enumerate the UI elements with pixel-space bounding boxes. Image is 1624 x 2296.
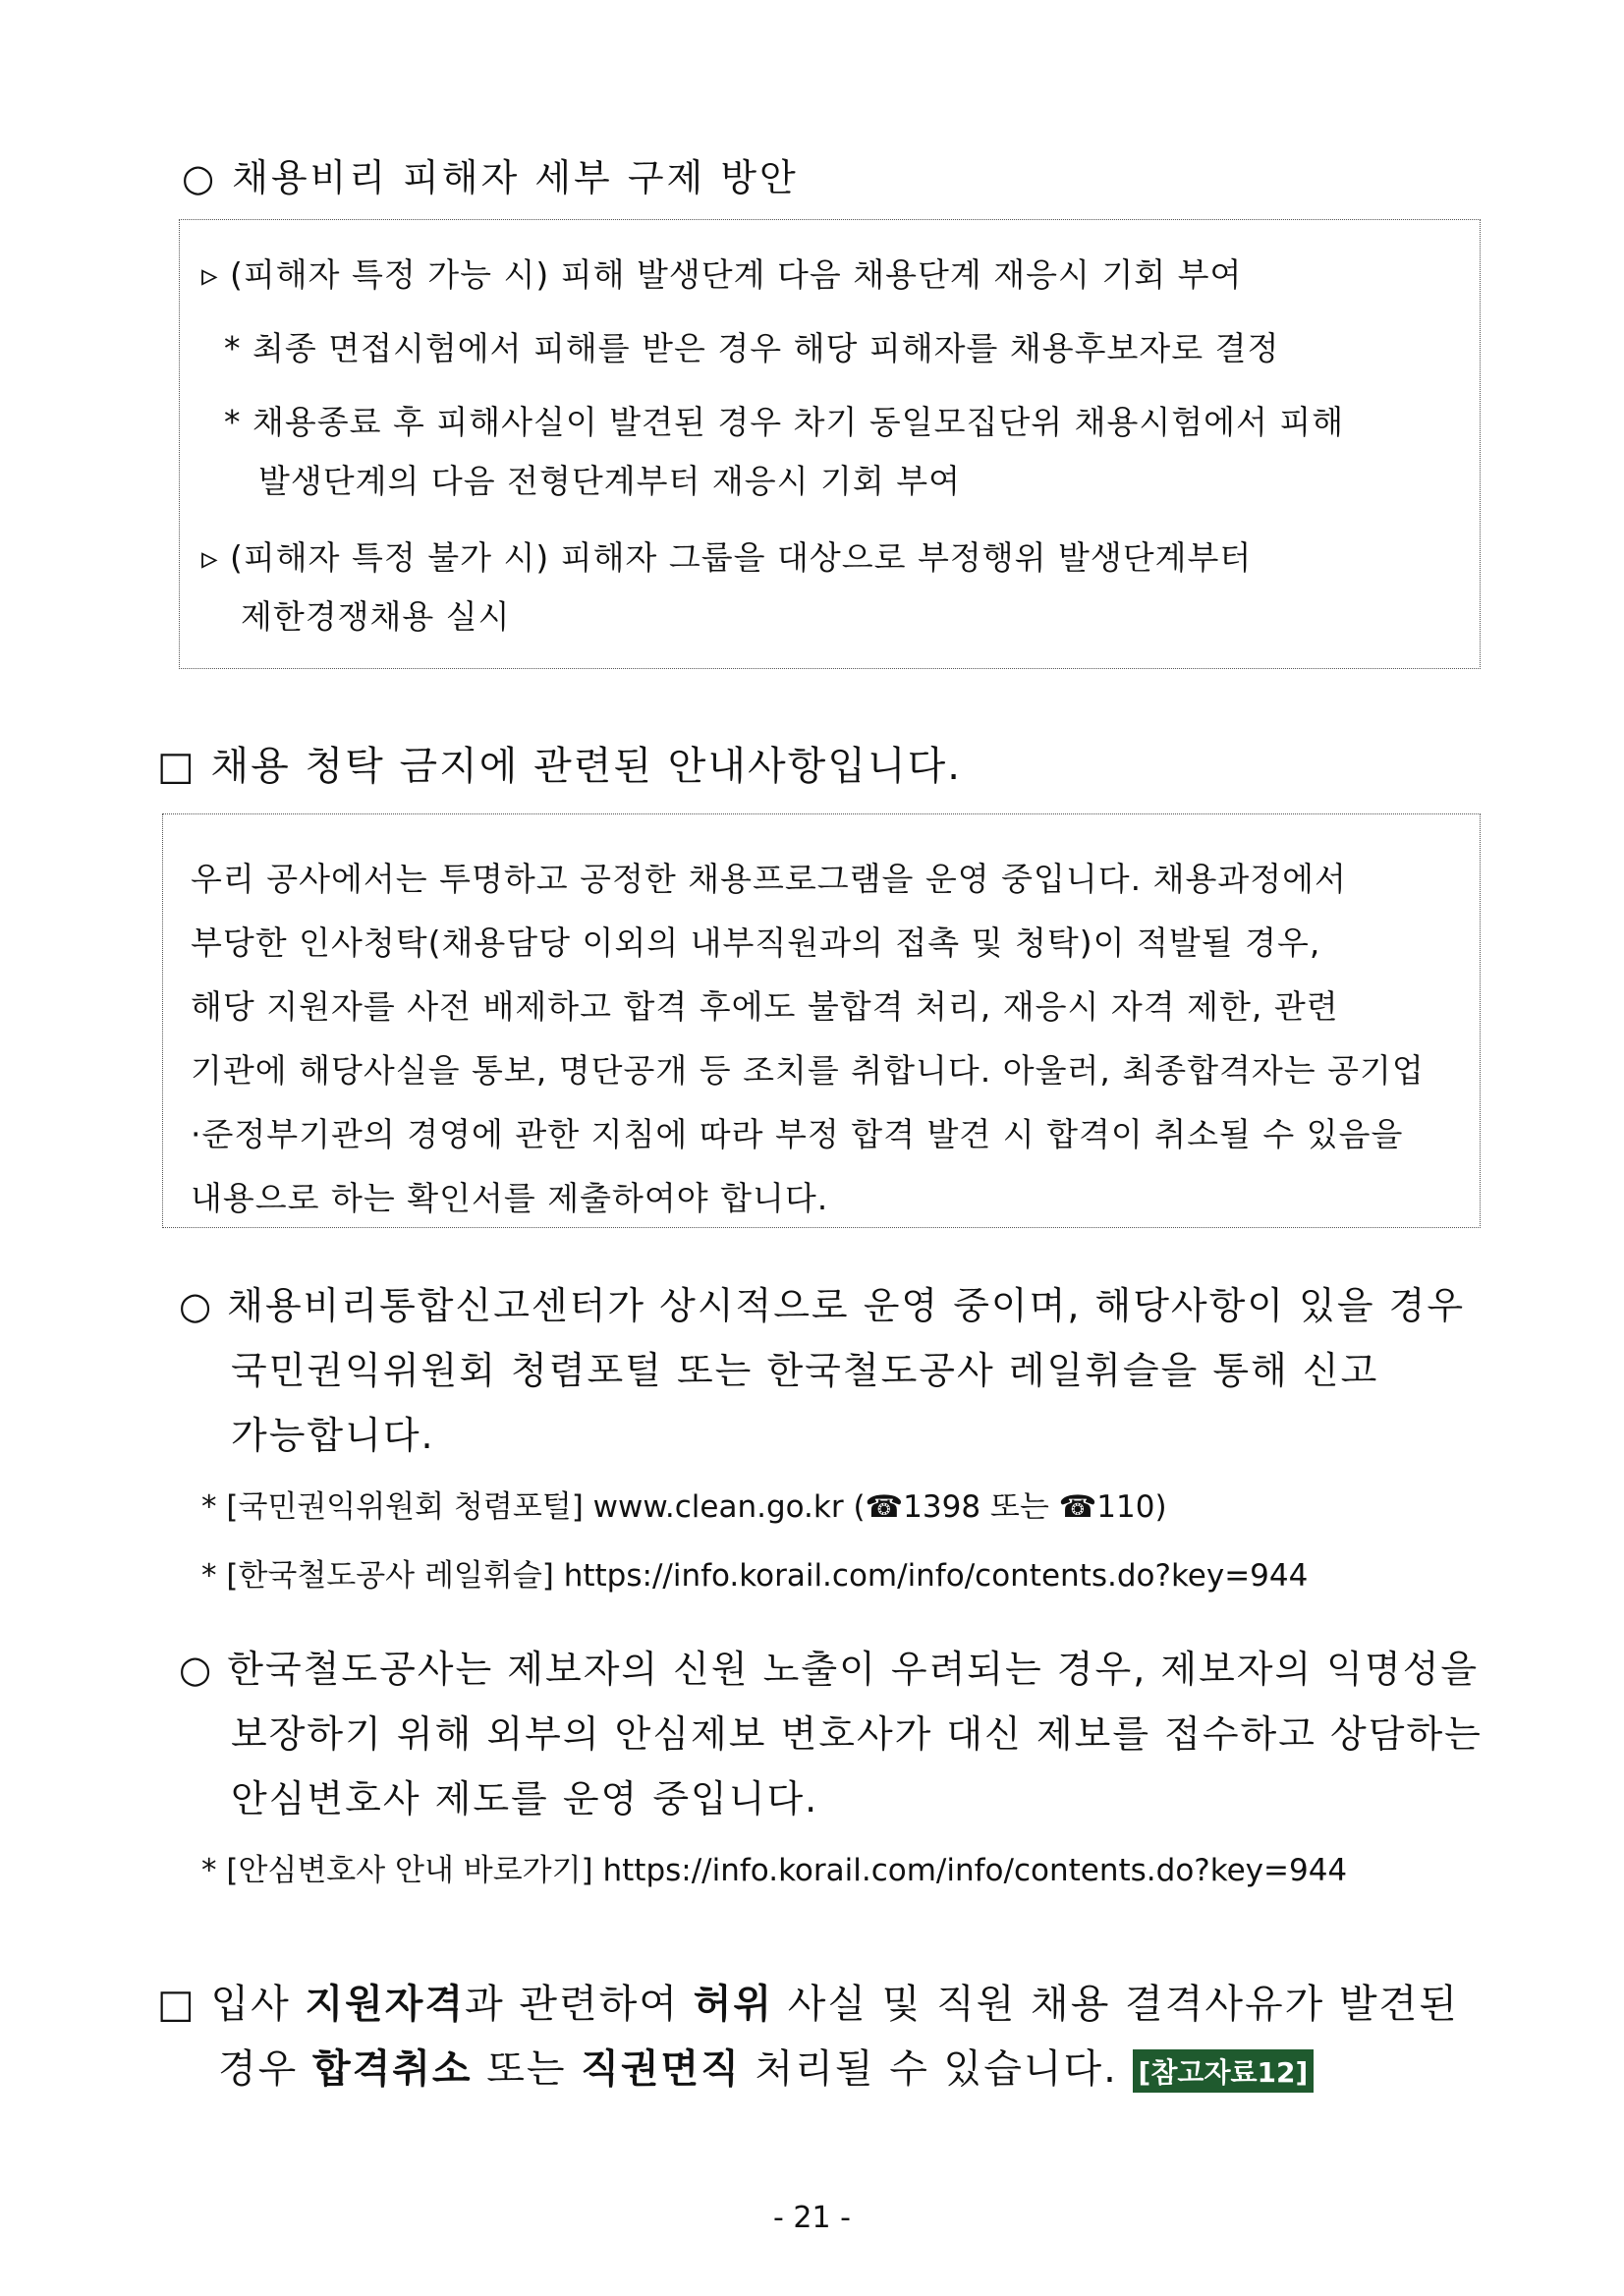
box-line-1: ▹ (피해자 특정 가능 시) 피해 발생단계 다음 채용단계 재응시 기회 부여 <box>201 255 1243 294</box>
disq-bold-dismissal: 직권면직 <box>581 2046 741 2092</box>
box-line-5: ▹ (피해자 특정 불가 시) 피해자 그룹을 대상으로 부정행위 발생단계부터 <box>201 538 1253 577</box>
solicitation-notice-box <box>162 813 1481 1228</box>
disq-text-2: 과 관련하여 <box>465 1982 694 2027</box>
box-line-4: 발생단계의 다음 전형단계부터 재응시 기회 부여 <box>258 462 962 500</box>
report-center-para-line-2: 국민권익위원회 청렴포털 또는 한국철도공사 레일휘슬을 통해 신고 <box>231 1349 1379 1392</box>
notice-line-1: 우리 공사에서는 투명하고 공정한 채용프로그램을 운영 중입니다. 채용과정에서 <box>191 860 1347 898</box>
note-safe-lawyer-link: * [안심변호사 안내 바로가기] https://info.korail.com/info/contents.do?key=944 <box>201 1853 1348 1888</box>
victim-relief-box <box>179 219 1481 669</box>
disq-text-3: 사실 및 직원 채용 결격사유가 발견된 <box>773 1982 1459 2027</box>
note-rail-whistle: * [한국철도공사 레일휘슬] https://info.korail.com/info/contents.do?key=944 <box>201 1558 1309 1594</box>
safe-lawyer-para-line-3: 안심변호사 제도를 운영 중입니다. <box>231 1777 819 1820</box>
note-clean-portal: * [국민권익위원회 청렴포털] www.clean.go.kr (☎1398 또는 ☎110) <box>201 1489 1167 1525</box>
disq-bold-qualification: 지원자격 <box>305 1982 466 2027</box>
disqualification-line-2 <box>218 2038 1314 2094</box>
disq-bold-cancel: 합격취소 <box>312 2046 473 2092</box>
disqualification-line-1 <box>157 1973 1459 2029</box>
disq-text-1: □ 입사 <box>157 1982 306 2027</box>
box-line-3: * 채용종료 후 피해사실이 발견된 경우 차기 동일모집단위 채용시험에서 피해 <box>224 403 1345 441</box>
notice-line-6: 내용으로 하는 확인서를 제출하여야 합니다. <box>191 1179 829 1217</box>
safe-lawyer-para-line-2: 보장하기 위해 외부의 안심제보 변호사가 대신 제보를 접수하고 상담하는 <box>231 1712 1483 1756</box>
page-number: - 21 - <box>773 2201 851 2235</box>
section-recruitment-solicitation-heading: □ 채용 청탁 금지에 관련된 안내사항입니다. <box>157 744 962 789</box>
report-center-para-line-1: ○ 채용비리통합신고센터가 상시적으로 운영 중이며, 해당사항이 있을 경우 <box>179 1284 1466 1327</box>
disq-bold-false: 허위 <box>693 1982 773 2027</box>
disq-text-4: 경우 <box>218 2046 312 2092</box>
reference-badge: [참고자료12] <box>1133 2049 1315 2093</box>
notice-line-2: 부당한 인사청탁(채용담당 이외의 내부직원과의 접촉 및 청탁)이 적발될 경우, <box>191 924 1321 962</box>
safe-lawyer-para-line-1: ○ 한국철도공사는 제보자의 신원 노출이 우려되는 경우, 제보자의 익명성을 <box>179 1648 1480 1691</box>
notice-line-3: 해당 지원자를 사전 배제하고 합격 후에도 불합격 처리, 재응시 자격 제한, 관련 <box>191 987 1339 1026</box>
disq-text-6: 처리될 수 있습니다. <box>740 2046 1133 2092</box>
box-line-2: * 최종 면접시험에서 피해를 받은 경우 해당 피해자를 채용후보자로 결정 <box>224 329 1280 367</box>
notice-line-4: 기관에 해당사실을 통보, 명단공개 등 조치를 취합니다. 아울러, 최종합격자는 공기업 <box>191 1051 1425 1090</box>
report-center-para-line-3: 가능합니다. <box>231 1414 435 1457</box>
notice-line-5: ·준정부기관의 경영에 관한 지침에 따라 부정 합격 발견 시 합격이 취소될 수 있음을 <box>191 1115 1404 1153</box>
section-victim-relief-heading: ○ 채용비리 피해자 세부 구제 방안 <box>182 156 799 199</box>
disq-text-5: 또는 <box>472 2046 582 2092</box>
box-line-6: 제한경쟁채용 실시 <box>241 597 511 636</box>
